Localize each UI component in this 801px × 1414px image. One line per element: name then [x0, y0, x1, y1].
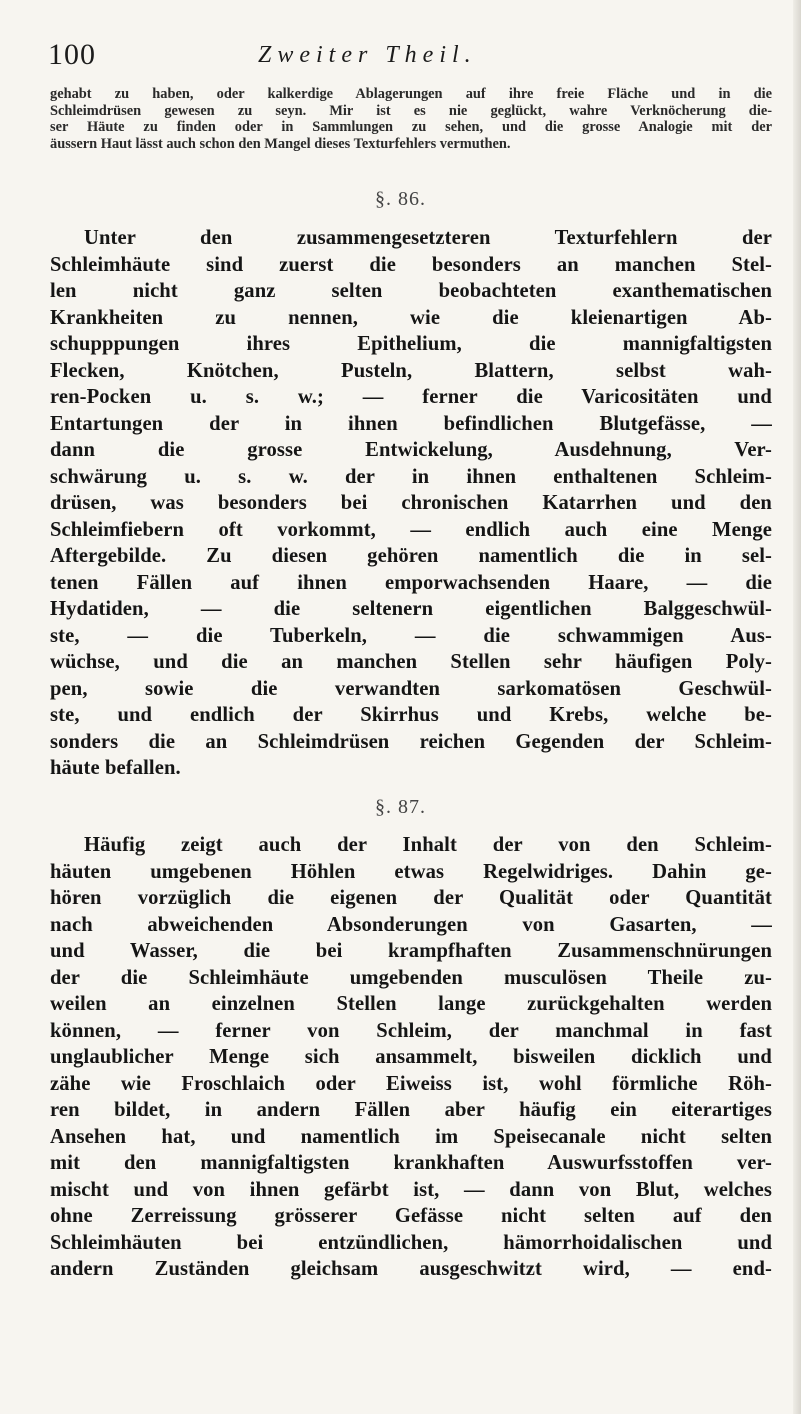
text-line: Unter den zusammengesetzteren Texturfehlern der — [84, 227, 772, 249]
text-line: Häufig zeigt auch der Inhalt der von den Schleim- — [84, 834, 772, 856]
text-line: dann die grosse Entwickelung, Ausdehnung, Ver- — [50, 439, 772, 461]
text-line: ste, und endlich der Skirrhus und Krebs, welche be- — [50, 704, 772, 726]
running-head: Zweiter Theil. — [258, 42, 477, 68]
text-line: pen, sowie die verwandten sarkomatösen Geschwül- — [50, 677, 772, 700]
text-line: sonders die an Schleimdrüsen reichen Gegenden der Schleim- — [50, 730, 772, 753]
text-line: wüchse, und die an manchen Stellen sehr häufigen Poly- — [50, 651, 772, 673]
page-edge — [793, 0, 801, 1414]
text-line: Schleimhäuten bei entzündlichen, hämorrhoidalischen und — [50, 1231, 772, 1254]
text-line: drüsen, was besonders bei chronischen Katarrhen und den — [50, 492, 772, 514]
text-line: der die Schleimhäute umgebenden musculösen Theile zu- — [50, 966, 772, 989]
text-line: Schleimdrüsen gewesen zu seyn. Mir ist es nie geglückt, wahre Verknöcherung die- — [50, 102, 772, 119]
section-87-paragraph — [50, 832, 772, 1283]
intro-paragraph — [50, 86, 772, 152]
text-line: Schleimhäute sind zuerst die besonders an manchen Stel- — [50, 253, 772, 276]
text-line: ser Häute zu finden oder in Sammlungen zu sehen, und die grosse Analogie mit der — [50, 119, 772, 136]
text-line: hören vorzüglich die eigenen der Qualität oder Quantität — [50, 887, 772, 909]
text-line: gehabt zu haben, oder kalkerdige Ablagerungen auf ihre freie Fläche und in die — [50, 86, 772, 102]
text-line: tenen Fällen auf ihnen emporwachsenden Haare, — die — [50, 571, 772, 594]
text-line: häute befallen. — [50, 757, 181, 779]
text-line: Flecken, Knötchen, Pusteln, Blattern, selbst wah- — [50, 359, 772, 382]
text-line: weilen an einzelnen Stellen lange zurückgehalten werden — [50, 993, 772, 1015]
text-line: ste, — die Tuberkeln, — die schwammigen Aus- — [50, 624, 772, 647]
text-line: len nicht ganz selten beobachteten exanthematischen — [50, 280, 772, 302]
text-line: können, — ferner von Schleim, der manchmal in fast — [50, 1019, 772, 1042]
text-line: mit den mannigfaltigsten krankhaften Auswurfsstoffen ver- — [50, 1152, 772, 1174]
text-line: häuten umgebenen Höhlen etwas Regelwidriges. Dahin ge- — [50, 860, 772, 883]
text-line: schupppungen ihres Epithelium, die mannigfaltigsten — [50, 333, 772, 355]
section-heading-87: §. 87. — [375, 796, 426, 818]
text-line: andern Zuständen gleichsam ausgeschwitzt wird, — end- — [50, 1258, 772, 1280]
text-line: mischt und von ihnen gefärbt ist, — dann von Blut, welches — [50, 1178, 772, 1201]
section-86-paragraph — [50, 225, 772, 782]
text-line: und Wasser, die bei krampfhaften Zusammenschnürungen — [50, 940, 772, 962]
text-line: ren-Pocken u. s. w.; — ferner die Varicositäten und — [50, 386, 772, 408]
text-line: ohne Zerreissung grösserer Gefässe nicht selten auf den — [50, 1205, 772, 1227]
page-number: 100 — [48, 38, 96, 71]
page-header — [48, 38, 768, 78]
text-line: Schleimfiebern oft vorkommt, — endlich auch eine Menge — [50, 518, 772, 541]
text-line: unglaublicher Menge sich ansammelt, bisweilen dicklich und — [50, 1046, 772, 1068]
text-line: äussern Haut lässt auch schon den Mangel dieses Texturfehlers vermuthen. — [50, 135, 511, 152]
text-line: Aftergebilde. Zu diesen gehören namentlich die in sel- — [50, 545, 772, 567]
text-line: Entartungen der in ihnen befindlichen Blutgefässe, — — [50, 412, 772, 435]
text-line: schwärung u. s. w. der in ihnen enthaltenen Schleim- — [50, 465, 772, 488]
text-line: Ansehen hat, und namentlich im Speisecanale nicht selten — [50, 1125, 772, 1148]
text-line: zähe wie Froschlaich oder Eiweiss ist, wohl förmliche Röh- — [50, 1072, 772, 1095]
text-line: nach abweichenden Absonderungen von Gasarten, — — [50, 913, 772, 936]
text-line: ren bildet, in andern Fällen aber häufig ein eiterartiges — [50, 1099, 772, 1121]
text-line: Krankheiten zu nennen, wie die kleienartigen Ab- — [50, 306, 772, 329]
section-heading-86: §. 86. — [375, 188, 426, 210]
text-line: Hydatiden, — die seltenern eigentlichen Balggeschwül- — [50, 598, 772, 620]
